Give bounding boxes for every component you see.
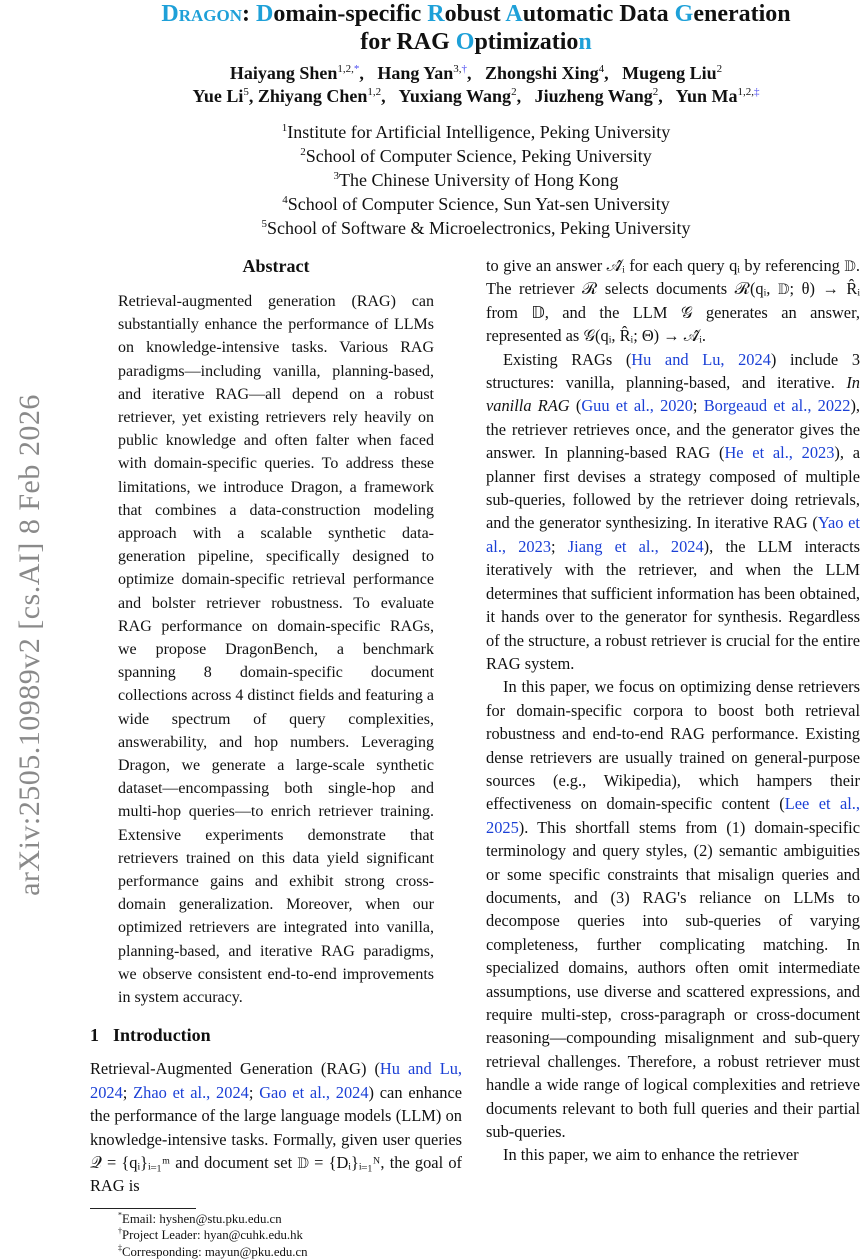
- text: ) include 3 structures: vanilla, planning-based, and iterative.: [486, 349, 861, 393]
- title-part: R: [427, 1, 445, 27]
- citation-link[interactable]: Guu et al., 2020: [581, 396, 693, 416]
- text: Retrieval-Augmented Generation (RAG) (: [90, 1059, 380, 1079]
- author: [485, 63, 604, 83]
- citation-link[interactable]: Gao et al., 2024: [259, 1082, 369, 1102]
- section-title: Introduction: [113, 1025, 211, 1046]
- footnote-text: Project Leader: hyan@cuhk.edu.hk: [122, 1228, 303, 1243]
- author-name: Hang Yan: [377, 63, 454, 83]
- affiliation-number: 5: [261, 218, 268, 230]
- abstract-text: Retrieval-augmented generation (RAG) can substantially enhance the performance of LLMs on knowledge-intensive tasks. Various RAG paradigms—including vanilla, planning-based, and iterative RAG—all depend on a robust retriever, yet existing retrievers rely heavily on public knowledge and often falter when faced with domain-specific queries. To address these limitations, we introduce Dragon, a framework that combines a data-construction modeling approach with a scalable synthetic data-generation pipeline, specifically designed to optimize domain-specific retrieval performance and bolster retriever robustness. To evaluate RAG performance on domain-specific RAGs, we propose DragonBench, a benchmark spanning 8 domain-specific document collections across 4 distinct fields and featuring a wide spectrum of query complexities, answerability, and hop numbers. Leveraging Dragon, we generate a large-scale synthetic dataset—encompassing both single-hop and multi-hop queries—to enrich retriever training. Extensive experiments demonstrate that retrievers trained on this data yield significant performance gains and exhibit strong cross-domain generalization. Moreover, when our optimized retrievers are integrated into vanilla, planning-based, and iterative RAG paradigms, we observe consistent end-to-end improvements in system accuracy.: [118, 293, 434, 1007]
- affiliations: [90, 120, 862, 240]
- affiliation-number: 2: [300, 146, 306, 158]
- title-part: omain-specific: [273, 1, 428, 27]
- left-column-body: [90, 1057, 462, 1197]
- title-part: obust: [444, 1, 506, 27]
- affiliation: [90, 192, 862, 216]
- title-part: for RAG: [360, 29, 456, 55]
- author-name: Zhongshi Xing: [485, 63, 599, 83]
- footnote-text: Corresponding: mayun@pku.edu.cn: [122, 1244, 308, 1259]
- footnotes: [90, 1211, 462, 1260]
- author: [377, 63, 467, 83]
- citation-link[interactable]: Jiang et al., 2024: [567, 536, 704, 556]
- title-part: eneration: [693, 1, 791, 27]
- author-name: Yuxiang Wang: [398, 86, 512, 106]
- footnote-mark[interactable]: ‡: [753, 86, 760, 98]
- text: ), the LLM interacts iteratively with the retriever, and when the LLM determines that sufficient information has been obtained, it hands over to the generator for synthesis. Regardless of the structure, a robust retriever is crucial for the entire RAG system.: [486, 536, 861, 673]
- paragraph: [486, 675, 860, 1143]
- author: [535, 86, 659, 106]
- title-part: A: [505, 1, 523, 27]
- footnote: [118, 1244, 462, 1260]
- title-part: G: [674, 1, 694, 27]
- title-dragon: Dragon: [161, 1, 242, 27]
- author-affil-sup: 2: [716, 63, 723, 75]
- footnote-mark: *: [118, 1210, 122, 1220]
- affiliation-number: 1: [281, 122, 288, 134]
- text: ;: [551, 536, 568, 556]
- citation-link[interactable]: Borgeaud et al., 2022: [703, 396, 851, 416]
- text: ), the retriever retrieves once, and the generator gives the answer. In planning-based RAG (: [486, 396, 861, 463]
- footnote-text: Email: hyshen@stu.pku.edu.cn: [122, 1211, 282, 1226]
- footnote: [118, 1211, 462, 1228]
- text: In this paper, we focus on optimizing dense retrievers for domain-specific corpora to boost both retrieval robustness and end-to-end RAG performance. Existing dense retrievers are usually trained on general-purpose sources (e.g., Wikipedia), which hampers their effectiveness on domain-specific content (: [486, 677, 860, 814]
- author: [258, 86, 381, 106]
- footnote-divider: [90, 1208, 196, 1209]
- author-affil-sup: 5: [243, 86, 249, 98]
- affiliation-text: School of Computer Science, Sun Yat-sen University: [287, 194, 670, 214]
- right-column-body: [486, 254, 860, 1167]
- affiliation-number: 3: [333, 170, 340, 182]
- title-part: D: [255, 1, 274, 27]
- citation-link[interactable]: He et al., 2023: [724, 443, 835, 463]
- paragraph: [486, 348, 860, 676]
- affiliation-text: The Chinese University of Hong Kong: [339, 170, 619, 190]
- affiliation: [90, 144, 862, 168]
- author-affil-sup: 2: [511, 86, 517, 98]
- text: ;: [248, 1082, 260, 1102]
- citation-link[interactable]: Hu and Lu, 2024: [631, 349, 771, 369]
- paper-title: [90, 0, 862, 56]
- arxiv-identifier: arXiv:2505.10989v2 [cs.AI] 8 Feb 2026: [13, 394, 46, 896]
- author-affil-sup: 1,2: [367, 86, 382, 98]
- author-name: Mugeng Liu: [622, 63, 717, 83]
- author: [676, 86, 760, 106]
- text: ;: [692, 396, 704, 416]
- left-column: [90, 254, 462, 1260]
- text: ;: [122, 1082, 134, 1102]
- text: Existing RAGs (: [503, 349, 632, 369]
- author-affil-sup: 3,: [453, 63, 462, 75]
- footnote-mark[interactable]: †: [461, 63, 468, 75]
- citation-link[interactable]: Hu and Lu, 2024: [90, 1059, 463, 1102]
- title-part: n: [578, 29, 592, 55]
- author-name: Yun Ma: [675, 86, 738, 106]
- author: [230, 63, 360, 83]
- text: (: [569, 396, 582, 416]
- abstract-heading: Abstract: [242, 256, 310, 276]
- title-part: utomatic Data: [522, 1, 675, 27]
- section-number: 1: [90, 1025, 99, 1046]
- author-name: Zhiyang Chen: [257, 86, 368, 106]
- affiliation-text: School of Software & Microelectronics, Peking University: [267, 218, 691, 238]
- intro-paragraph: [90, 1057, 462, 1197]
- author: [193, 86, 249, 106]
- author-affil-sup: 2: [652, 86, 659, 98]
- footnote-mark[interactable]: *: [353, 63, 360, 75]
- title-part: ptimizatio: [474, 29, 579, 55]
- author-list: Haiyang Shen$^{1,2,*}$, Hang Yan$^{3,\dagger}$, Zhongshi Xing$^4$, Mugeng Liu$^2$ Yue Li$^5$, Zhiyang Chen$^{1,2}$, Yuxiang Wang$^2$, Jiuzheng Wang$^2$, Yun $Ma^{1,2,\ddagger}$: [192, 63, 760, 106]
- affiliation-number: 4: [282, 194, 288, 206]
- footnote-mark: ‡: [118, 1243, 122, 1253]
- author: [399, 86, 517, 106]
- citation-link[interactable]: Lee et al., 2025: [486, 794, 860, 837]
- two-column-body: [90, 254, 862, 1260]
- footnote: [118, 1227, 462, 1244]
- paragraph: to give an answer 𝒜̂ᵢ for each query qᵢ by referencing 𝔻. The retriever ℛ selects documents ℛ(qᵢ, 𝔻; θ) → R̂ᵢ from 𝔻, and the LLM 𝒢 generates an answer, represented as 𝒢(qᵢ, R̂ᵢ; Θ) → 𝒜̂ᵢ.: [486, 256, 860, 346]
- author-affil-sup: 4: [598, 63, 605, 75]
- section-heading-introduction: [90, 1023, 462, 1047]
- affiliation: [90, 168, 862, 192]
- text: ). This shortfall stems from (1) domain-specific terminology and query styles, (2) semantic ambiguities or some specific constraints that misalign queries and documents, and (3) RAG's reliance on LLMs to decompose queries into sub-queries of varying completeness, further complicating matching. In specialized domains, authors often omit intermediate assumptions, use diverse and scattered expressions, and require multi-step, cross-paragraph or cross-document reasoning—compounding misalignment and sub-query retrieval challenges. Therefore, a robust retriever must handle a wide range of logical complexities and retrieve documents relevant to both full queries and their partial sub-queries.: [486, 817, 860, 1142]
- title-part: O: [455, 29, 475, 55]
- author-affil-sup: 1,2,: [337, 63, 354, 75]
- footnote-mark: †: [118, 1226, 122, 1236]
- author: [622, 63, 722, 83]
- affiliation-text: Institute for Artificial Intelligence, Peking University: [287, 122, 671, 142]
- author-affil-sup: 1,2,: [737, 86, 754, 98]
- affiliation: [90, 216, 862, 240]
- author-name: Haiyang Shen: [229, 63, 338, 83]
- author-name: Jiuzheng Wang: [534, 86, 653, 106]
- text: ) can enhance the performance of the large language models (LLM) on knowledge-intensive tasks. Formally, given user queries 𝒬 = {qᵢ}ᵢ₌₁ᵐ and document set 𝔻 = {Dᵢ}ᵢ₌₁ᴺ, the goal of RAG is: [90, 1082, 463, 1196]
- author-name: Yue Li: [192, 86, 244, 106]
- text: In vanilla RAG: [486, 373, 860, 416]
- text: ), a planner first devises a strategy composed of multiple sub-queries, followed by the retriever doing retrievals, and the generator synthesizing. In iterative RAG (: [486, 443, 860, 533]
- paragraph: In this paper, we aim to enhance the retriever: [503, 1145, 799, 1165]
- title-part: :: [241, 1, 256, 27]
- citation-link[interactable]: Zhao et al., 2024: [133, 1082, 249, 1102]
- citation-link[interactable]: Yao et al., 2023: [486, 513, 860, 556]
- affiliation-text: School of Computer Science, Peking University: [305, 146, 652, 166]
- affiliation: [90, 120, 862, 144]
